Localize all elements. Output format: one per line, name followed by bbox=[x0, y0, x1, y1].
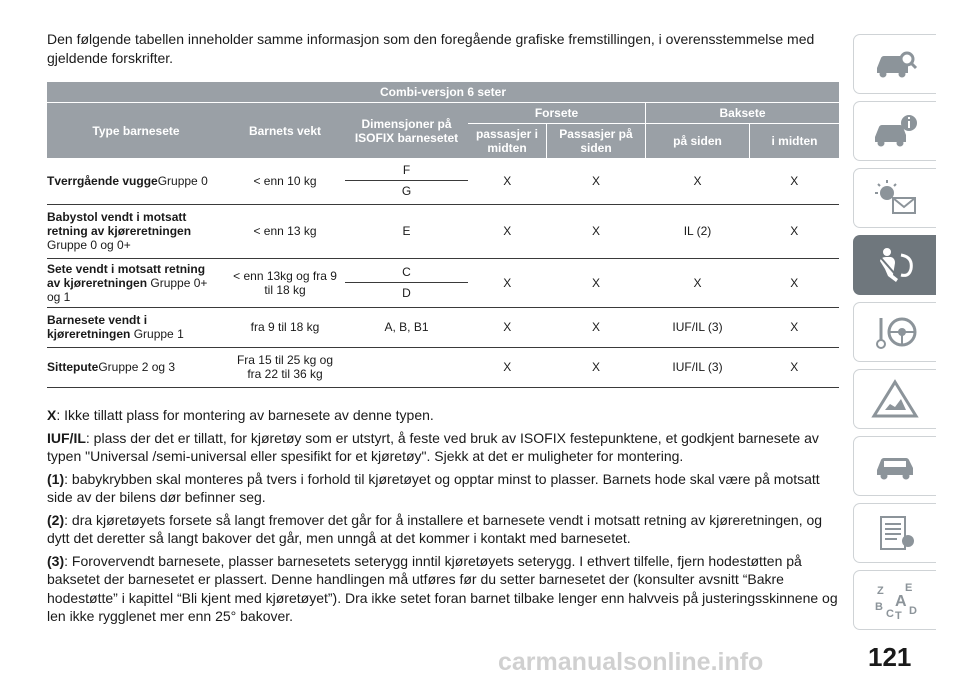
front-side-cell: X bbox=[547, 204, 646, 258]
seat-type-cell bbox=[47, 258, 225, 307]
seat-type-group: Gruppe 1 bbox=[133, 327, 184, 341]
front-mid-cell: X bbox=[468, 307, 547, 347]
rear-mid-cell: X bbox=[750, 258, 840, 307]
front-mid-cell: X bbox=[468, 204, 547, 258]
seatbelt-airbag-icon bbox=[871, 245, 919, 285]
seat-type-name: Sete vendt i motsatt retning av kjøreretningen bbox=[47, 261, 206, 290]
front-side-cell: X bbox=[547, 347, 646, 387]
isofix-size: C bbox=[402, 265, 411, 279]
seat-type-cell bbox=[47, 307, 225, 347]
footnote-text: : babykrybben skal monteres på tvers i forhold til kjøretøyet og opptar minst to plasser. Barnets hode skal være på motsatt side av der bilens dør befinner seg. bbox=[47, 470, 820, 505]
seat-type-group: Gruppe 0 og 0+ bbox=[47, 238, 131, 252]
front-mid-cell: X bbox=[468, 158, 547, 204]
car-info-icon bbox=[871, 111, 919, 151]
isofix-size: D bbox=[345, 282, 468, 303]
seat-type-cell bbox=[47, 158, 225, 204]
footnote bbox=[47, 511, 842, 548]
col-weight-header: Barnets vekt bbox=[225, 103, 345, 159]
seat-type-name: Babystol vendt i motsatt retning av kjøreretningen bbox=[47, 210, 192, 238]
car-service-icon bbox=[871, 446, 919, 486]
footnote-text: : dra kjøretøyets forsete så langt fremover det går for å installere et barnesete vendt i motsatt retning av kjøreretningen, og dytt det deretter så langt bakover det går, men unngå at det kommer i kontakt med barnesetet. bbox=[47, 511, 823, 546]
warning-light-mail-icon bbox=[871, 178, 919, 218]
weight-cell: fra 9 til 18 kg bbox=[225, 307, 345, 347]
footnote-key: (2) bbox=[47, 511, 65, 528]
isofix-cell: A, B, B1 bbox=[345, 307, 468, 347]
table-row bbox=[47, 158, 839, 204]
watermark: carmanualsonline.info bbox=[498, 648, 764, 676]
footnote-key: IUF/IL bbox=[47, 429, 86, 446]
footnote bbox=[47, 552, 842, 626]
seat-type-name: Tverrgående vugge bbox=[47, 173, 158, 188]
col-type-header: Type barnesete bbox=[47, 103, 225, 159]
col-front-mid-header: passasjer i midten bbox=[468, 124, 547, 159]
checklist-icon bbox=[871, 513, 919, 553]
tab-index[interactable] bbox=[853, 570, 936, 630]
isofix-cell: E bbox=[345, 204, 468, 258]
car-search-icon bbox=[871, 44, 919, 84]
tab-warning-lights[interactable] bbox=[853, 168, 936, 228]
rear-side-cell: IL (2) bbox=[646, 204, 750, 258]
col-isofix-header: Dimensjoner på ISOFIX barnesetet bbox=[345, 103, 468, 159]
tab-emergency[interactable] bbox=[853, 369, 936, 429]
rear-side-cell: X bbox=[646, 158, 750, 204]
footnote-text: : Ikke tillatt plass for montering av barnesete av denne typen. bbox=[56, 407, 434, 423]
table-title: Combi-versjon 6 seter bbox=[47, 82, 839, 103]
footnote-key: (3) bbox=[47, 552, 65, 569]
rear-side-cell: X bbox=[646, 258, 750, 307]
col-rear-mid-header: i midten bbox=[750, 124, 840, 159]
weight-cell: < enn 13 kg bbox=[225, 204, 345, 258]
front-side-cell: X bbox=[547, 158, 646, 204]
index-letter: E bbox=[905, 582, 913, 594]
footnotes bbox=[47, 406, 842, 630]
table-row bbox=[47, 307, 839, 347]
isofix-size: F bbox=[402, 163, 411, 178]
rear-mid-cell: X bbox=[750, 347, 840, 387]
rear-side-cell: IUF/IL (3) bbox=[646, 307, 750, 347]
seat-type-cell bbox=[47, 204, 225, 258]
seat-type-name: Barnesete vendt i kjøreretningen bbox=[47, 313, 148, 341]
rear-mid-cell: X bbox=[750, 307, 840, 347]
chapter-tabs bbox=[853, 34, 936, 637]
page-number: 121 bbox=[868, 642, 912, 672]
child-seat-table bbox=[47, 82, 839, 388]
footnote bbox=[47, 429, 842, 466]
isofix-size: G bbox=[345, 180, 468, 201]
rear-mid-cell: X bbox=[750, 158, 840, 204]
index-letter: C bbox=[886, 608, 894, 620]
weight-cell: < enn 10 kg bbox=[225, 158, 345, 204]
seat-type-group: Gruppe 2 og 3 bbox=[98, 360, 176, 374]
intro-paragraph: Den følgende tabellen inneholder samme informasjon som den foregående grafiske fremstillingen, i overensstemmelse med gjeldende forskrifter. bbox=[47, 31, 815, 66]
tab-know-vehicle[interactable] bbox=[853, 34, 936, 94]
table-row bbox=[47, 347, 839, 387]
footnote bbox=[47, 406, 842, 425]
seat-type-group: Gruppe 0 bbox=[157, 173, 208, 188]
seat-type-name: Sittepute bbox=[47, 360, 99, 374]
table-row bbox=[47, 204, 839, 258]
col-rear-side-header: på siden bbox=[646, 124, 750, 159]
index-letter: T bbox=[895, 610, 902, 620]
tab-starting-driving[interactable] bbox=[853, 302, 936, 362]
col-front-side-header: Passasjer på siden bbox=[547, 124, 646, 159]
isofix-cell bbox=[345, 258, 468, 307]
footnote-key: (1) bbox=[47, 470, 65, 487]
isofix-cell bbox=[345, 158, 468, 204]
tab-safety[interactable] bbox=[853, 235, 936, 295]
index-letter: B bbox=[875, 601, 883, 613]
tab-dashboard-info[interactable] bbox=[853, 101, 936, 161]
front-side-cell: X bbox=[547, 307, 646, 347]
key-steering-wheel-icon bbox=[871, 312, 919, 352]
alphabet-index-icon bbox=[871, 580, 919, 620]
front-mid-cell: X bbox=[468, 347, 547, 387]
seat-type-group: Gruppe 0+ og 1 bbox=[47, 275, 208, 304]
rear-mid-cell: X bbox=[750, 204, 840, 258]
table-row bbox=[47, 258, 839, 307]
weight-cell: Fra 15 til 25 kg og fra 22 til 36 kg bbox=[225, 347, 345, 387]
index-letter: D bbox=[909, 605, 917, 617]
rear-side-cell: IUF/IL (3) bbox=[646, 347, 750, 387]
index-letter: Z bbox=[877, 585, 884, 597]
index-letter: A bbox=[895, 593, 907, 610]
weight-cell: < enn 13kg og fra 9 til 18 kg bbox=[225, 258, 345, 307]
footnote-text: : Forovervendt barnesete, plasser barnesetets seterygg inntil kjøretøyets seterygg. I ethvert tilfelle, fjern hodestøtten på baksetet der barnesetet er plassert. Denne handlingen må utføres før du setter barnesetet der (konsulter avsnitt “Bakre hodestøtte” i kapittel “Bli kjent med kjøretøyet”). Dra ikke setet foran barnet tilbake lenger enn halvveis på justeringsskinnene og len ikke rygglenet mer enn 25° bakover. bbox=[47, 552, 838, 624]
col-front-header: Forsete bbox=[468, 103, 646, 124]
tab-maintenance[interactable] bbox=[853, 436, 936, 496]
col-rear-header: Baksete bbox=[646, 103, 840, 124]
footnote-text: : plass der det er tillatt, for kjøretøy som er utstyrt, å feste ved bruk av ISOFIX festepunktene, et godkjent barnesete av typen "Universal /semi-universal eller spesifikt for et kjøretøy". Sjekk at det er muligheter for montering. bbox=[47, 429, 819, 464]
isofix-cell bbox=[345, 347, 468, 387]
warning-triangle-icon bbox=[871, 379, 919, 419]
front-mid-cell: X bbox=[468, 258, 547, 307]
footnote-key: X bbox=[47, 407, 57, 423]
front-side-cell: X bbox=[547, 258, 646, 307]
seat-type-cell bbox=[47, 347, 225, 387]
tab-technical-data[interactable] bbox=[853, 503, 936, 563]
footnote bbox=[47, 470, 842, 507]
